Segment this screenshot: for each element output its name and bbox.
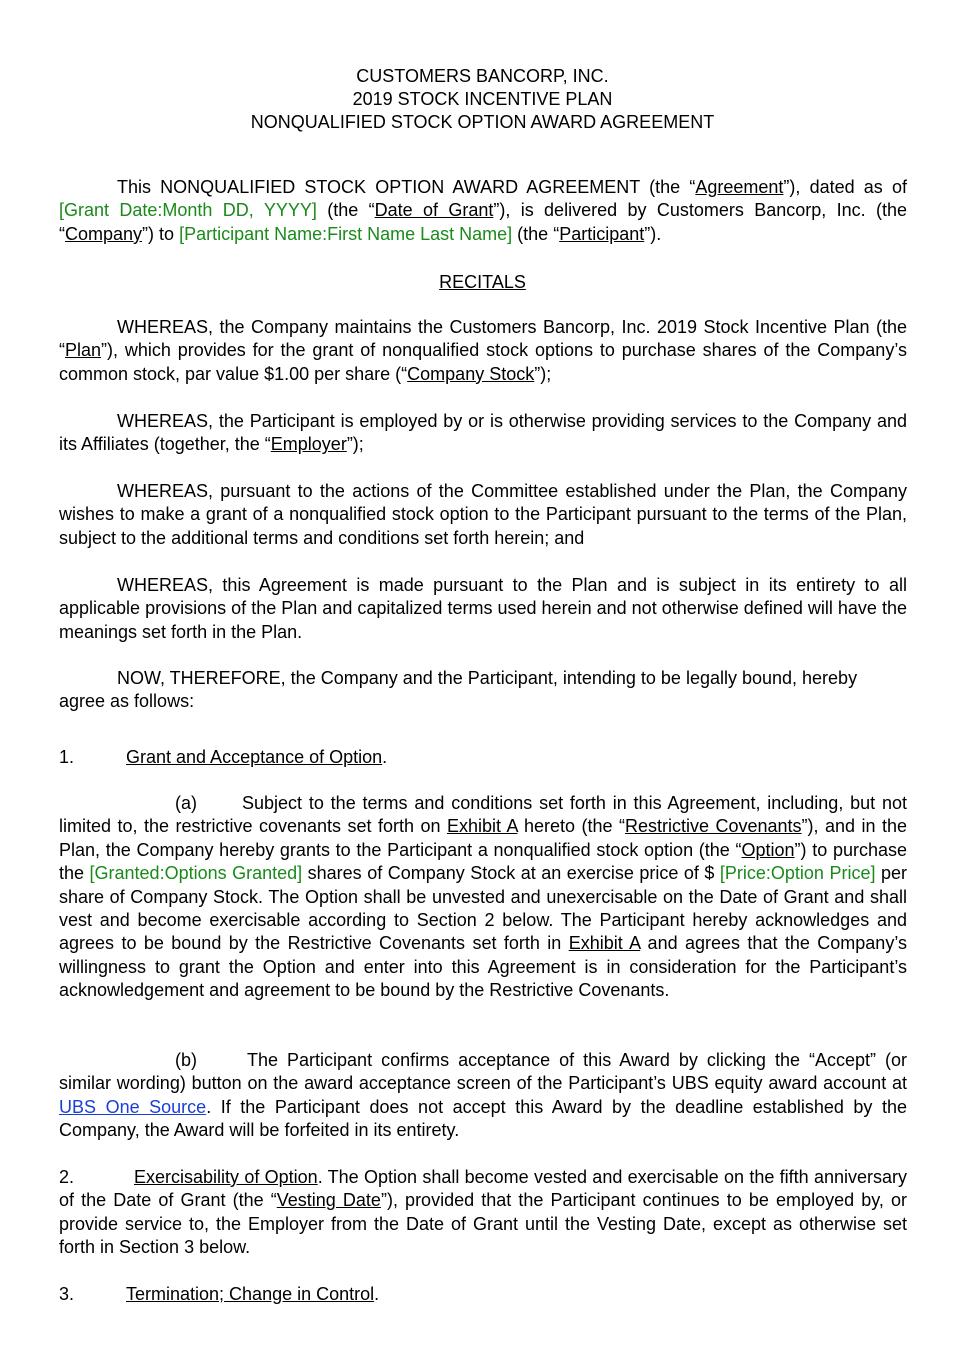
option-price-placeholder: [Price:Option Price] <box>719 863 876 884</box>
participant-name-placeholder: [Participant Name:First Name Last Name] <box>179 223 513 244</box>
whereas-paragraph-1: WHEREAS, the Company maintains the Customers Bancorp, Inc. 2019 Stock Incentive Plan (the “Plan”), which provides for the grant of nonqualified stock options to purchase shares of the Company’s common stock, par value $1.00 per share (“Company Stock”); <box>59 317 907 384</box>
defined-term-company: Company <box>65 223 143 244</box>
section-1b-paragraph: (b) The Participant confirms acceptance of this Award by clicking the “Accept” (or similar wording) button on the award acceptance screen of the Participant’s UBS equity award account at UBS One Source. If the Participant does not accept this Award by the deadline established by the Company, the Award will be forfeited in its entirety. <box>59 1050 908 1141</box>
section-2-title: Exercisability of Option <box>134 1167 318 1187</box>
whereas-paragraph-2: WHEREAS, the Participant is employed by or is otherwise providing services to the Company and its Affiliates (together, the “Employer”); <box>59 411 907 455</box>
defined-term-participant: Participant <box>559 223 645 244</box>
defined-term-date-of-grant: Date of Grant <box>374 200 494 221</box>
exhibit-a-reference: Exhibit A <box>446 816 518 837</box>
defined-term-option: Option <box>741 839 795 860</box>
defined-term-company-stock: Company Stock <box>407 363 535 384</box>
recitals-title: RECITALS <box>439 272 526 292</box>
defined-term-employer: Employer <box>270 434 347 455</box>
plan-name-heading: 2019 STOCK INCENTIVE PLAN <box>352 89 613 109</box>
company-name-heading: CUSTOMERS BANCORP, INC. <box>356 66 609 86</box>
section-1-title: Grant and Acceptance of Option <box>126 747 383 767</box>
whereas-paragraph-3: WHEREAS, pursuant to the actions of the Committee established under the Plan, the Company wishes to make a grant of a nonqualified stock option to the Participant pursuant to the terms of the Plan, subject to the additional terms and conditions set forth herein; and <box>59 481 907 548</box>
section-1a-paragraph: (a) Subject to the terms and conditions set forth in this Agreement, including, but not limited to, the restrictive covenants set forth on Exhibit A hereto (the “Restrictive Covenants”), and in the Plan, the Company hereby grants to the Participant a nonqualified stock option (the “Option”) to purchase the [Granted:Options Granted] shares of Company Stock at an exercise price of $ [Price:Option Price] per share of Company Stock. The Option shall be unvested and unexercisable on the Date of Grant and shall vest and become exercisable according to Section 2 below. The Participant hereby acknowledges and agrees to be bound by the Restrictive Covenants set forth in Exhibit A and agrees that the Company’s willingness to grant the Option and enter into this Agreement is in consideration for the Participant’s acknowledgement and agreement to be bound by the Restrictive Covenants. <box>59 793 908 1001</box>
agreement-title-heading: NONQUALIFIED STOCK OPTION AWARD AGREEMENT <box>250 112 715 132</box>
exhibit-a-reference-2: Exhibit A <box>568 933 641 954</box>
section-3-title: Termination; Change in Control <box>126 1284 375 1304</box>
options-granted-placeholder: [Granted:Options Granted] <box>89 863 303 884</box>
whereas-paragraph-4: WHEREAS, this Agreement is made pursuant to the Plan and is subject in its entirety to all applicable provisions of the Plan and capitalized terms used herein and not otherwise defined will have the meanings set forth in the Plan. <box>59 575 907 642</box>
defined-term-vesting-date: Vesting Date <box>276 1190 381 1211</box>
intro-paragraph: This NONQUALIFIED STOCK OPTION AWARD AGREEMENT (the “Agreement”), dated as of [Grant Date:Month DD, YYYY] (the “Date of Grant”), is delivered by Customers Bancorp, Inc. (the “Company”) to [Participant Name:First Name Last Name] (the “Participant”). <box>59 177 907 244</box>
ubs-one-source-link[interactable]: UBS One Source <box>59 1096 207 1117</box>
defined-term-restrictive-covenants: Restrictive Covenants <box>624 816 802 837</box>
grant-date-placeholder: [Grant Date:Month DD, YYYY] <box>59 200 317 221</box>
section-3-heading: 3. Termination; Change in Control. <box>59 1284 380 1304</box>
section-2-paragraph: 2. Exercisability of Option. The Option shall become vested and exercisable on the fifth anniversary of the Date of Grant (the “Vesting Date”), provided that the Participant continues to be employed by, or provide service to, the Employer from the Date of Grant until the Vesting Date, except as otherwise set forth in Section 3 below. <box>59 1167 907 1258</box>
now-therefore-paragraph: NOW, THEREFORE, the Company and the Participant, intending to be legally bound, hereby agree as follows: <box>59 668 858 712</box>
defined-term-agreement: Agreement <box>695 177 784 197</box>
defined-term-plan: Plan <box>65 340 102 361</box>
section-1-heading: 1. Grant and Acceptance of Option. <box>59 747 388 767</box>
